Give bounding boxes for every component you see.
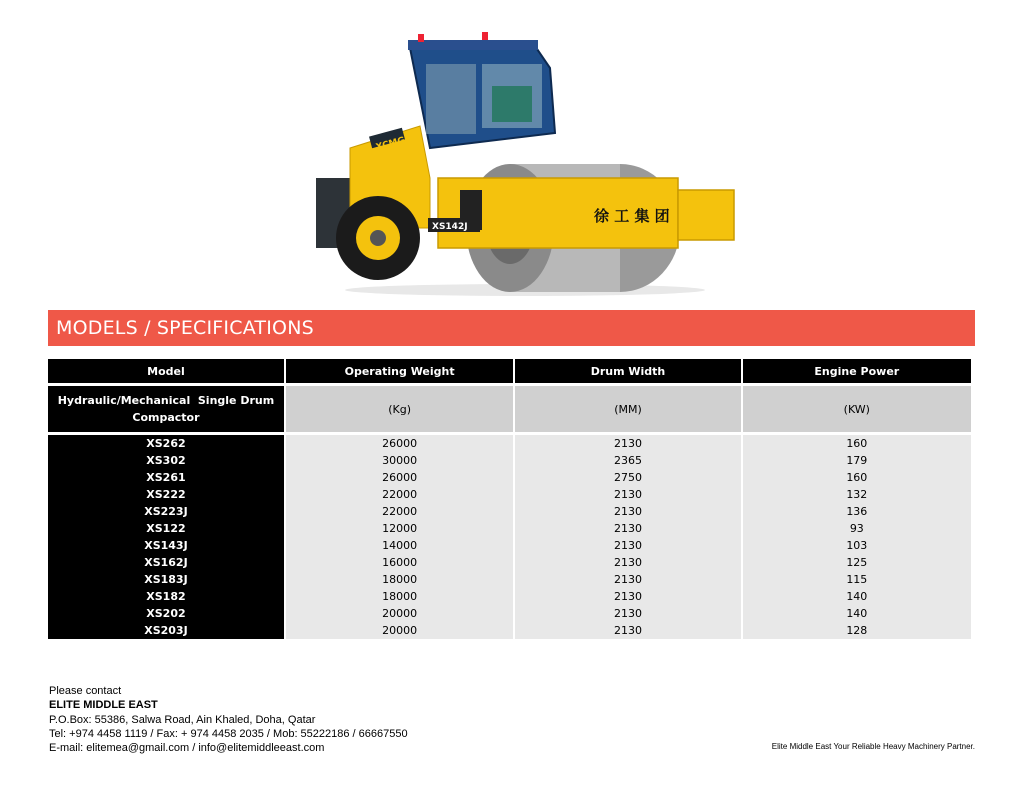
weights-column (286, 435, 513, 639)
road-roller-image (310, 28, 740, 298)
engine-power-cell: 136 (846, 505, 868, 518)
engine-power-cell: 179 (846, 454, 868, 467)
weight-cell: 26000 (382, 471, 418, 484)
model-cell: XS222 (146, 488, 186, 501)
model-type-line-1: Hydraulic/Mechanical Single Drum (57, 394, 275, 407)
model-type-cell (48, 386, 284, 432)
drum-width-cell: 2130 (613, 539, 642, 552)
model-cell: XS162J (144, 556, 188, 569)
model-type-line-2: Compactor (132, 411, 200, 424)
weight-cell: 22000 (382, 505, 418, 518)
engine-power-cell: 128 (846, 624, 868, 637)
engine-power-cell: 93 (849, 522, 864, 535)
weight-cell: 22000 (382, 488, 418, 501)
drum-width-cell: 2750 (613, 471, 642, 484)
weight-cell: 18000 (382, 590, 418, 603)
email-addresses[interactable]: E-mail: elitemea@gmail.com / info@elitemiddleeast.com (49, 742, 325, 754)
weight-cell: 14000 (382, 539, 418, 552)
engine-power-cell: 140 (846, 607, 868, 620)
drum-width-cell: 2130 (613, 556, 642, 569)
model-cell: XS202 (146, 607, 186, 620)
unit-drum-width: (MM) (515, 386, 740, 432)
engine-power-cell: 132 (846, 488, 868, 501)
header-operating-weight: Operating Weight (286, 359, 513, 383)
weight-cell: 20000 (382, 624, 418, 637)
drum-width-cell: 2130 (613, 573, 642, 586)
weight-cell: 30000 (382, 454, 418, 467)
weight-cell: 18000 (382, 573, 418, 586)
engine-power-cell: 140 (846, 590, 868, 603)
model-cell: XS261 (146, 471, 186, 484)
drum-width-cell: 2130 (613, 505, 642, 518)
header-engine-power: Engine Power (743, 359, 971, 383)
weight-cell: 12000 (382, 522, 418, 535)
weight-cell: 26000 (382, 437, 418, 450)
drum-width-cell: 2130 (613, 488, 642, 501)
specifications-table (46, 356, 973, 642)
drum-width-cell: 2365 (613, 454, 642, 467)
units-row (48, 386, 971, 432)
model-cell: XS302 (146, 454, 186, 467)
model-cell: XS262 (146, 437, 186, 450)
company-name: ELITE MIDDLE EAST (49, 699, 158, 711)
model-cell: XS122 (146, 522, 186, 535)
address: P.O.Box: 55386, Salwa Road, Ain Khaled, Doha, Qatar (49, 714, 316, 726)
data-row (48, 435, 971, 639)
model-badge: XS142J (432, 222, 468, 232)
section-title: MODELS / SPECIFICATIONS (48, 310, 975, 346)
brand-label: XCMG (374, 135, 407, 153)
drum-width-cell: 2130 (613, 522, 642, 535)
drum-width-cell: 2130 (613, 437, 642, 450)
engine-powers-column (743, 435, 971, 639)
table-header-row (48, 359, 971, 383)
engine-power-cell: 160 (846, 437, 868, 450)
phone-numbers: Tel: +974 4458 1119 / Fax: + 974 4458 2035 / Mob: 55222186 / 66667550 (49, 728, 408, 740)
drum-width-cell: 2130 (613, 590, 642, 603)
drum-widths-column (515, 435, 740, 639)
engine-power-cell: 103 (846, 539, 868, 552)
unit-weight: (Kg) (286, 386, 513, 432)
chinese-logo: 徐 工 集 团 (594, 207, 670, 225)
engine-power-cell: 160 (846, 471, 868, 484)
weight-cell: 20000 (382, 607, 418, 620)
header-model: Model (48, 359, 284, 383)
weight-cell: 16000 (382, 556, 418, 569)
model-cell: XS223J (144, 505, 188, 518)
contact-label: Please contact (49, 685, 122, 697)
header-drum-width: Drum Width (515, 359, 740, 383)
drum-width-cell: 2130 (613, 607, 642, 620)
model-cell: XS183J (144, 573, 188, 586)
tagline: Elite Middle East Your Reliable Heavy Machinery Partner. (771, 742, 975, 751)
engine-power-cell: 125 (846, 556, 868, 569)
model-cell: XS182 (146, 590, 186, 603)
model-cell: XS143J (144, 539, 188, 552)
drum-width-cell: 2130 (613, 624, 642, 637)
models-column (48, 435, 284, 639)
unit-engine-power: (KW) (743, 386, 971, 432)
model-cell: XS203J (144, 624, 188, 637)
contact-block (49, 684, 408, 755)
engine-power-cell: 115 (846, 573, 868, 586)
